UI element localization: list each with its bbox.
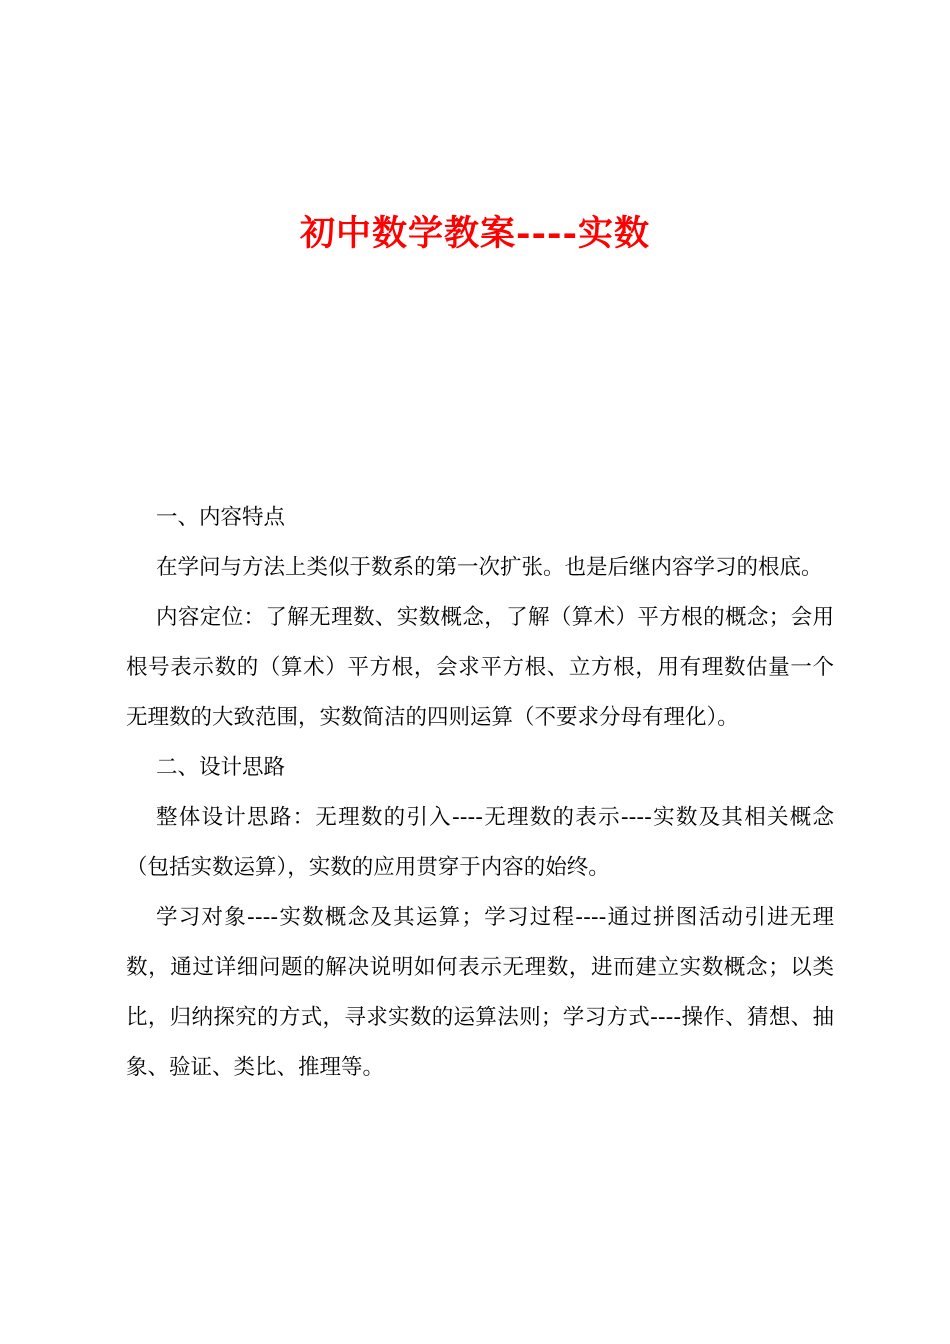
section-heading-design-ideas: 二、设计思路 [156,755,286,780]
paragraph-learning-objects: 学习对象----实数概念及其运算；学习过程----通过拼图活动引进无理数，通过详细问题的解决说明如何表示无理数，进而建立实数概念；以类比，归纳探究的方式，寻求实数的运算法则；学习方式----操作、猜想、抽象、验证、类比、推理等。 [126,905,834,1080]
document-body [126,493,834,1093]
paragraph-overall-design: 整体设计思路：无理数的引入----无理数的表示----实数及其相关概念（包括实数运算），实数的应用贯穿于内容的始终。 [126,805,834,880]
section-heading-content-features: 一、内容特点 [156,505,286,530]
paragraph-content-positioning: 内容定位：了解无理数、实数概念，了解（算术）平方根的概念；会用根号表示数的（算术）平方根，会求平方根、立方根，用有理数估量一个无理数的大致范围，实数简洁的四则运算（不要求分母有理化）。 [126,605,834,730]
paragraph-content-features: 在学问与方法上类似于数系的第一次扩张。也是后继内容学习的根底。 [156,555,823,580]
document-title: 初中数学教案----实数 [299,213,651,254]
